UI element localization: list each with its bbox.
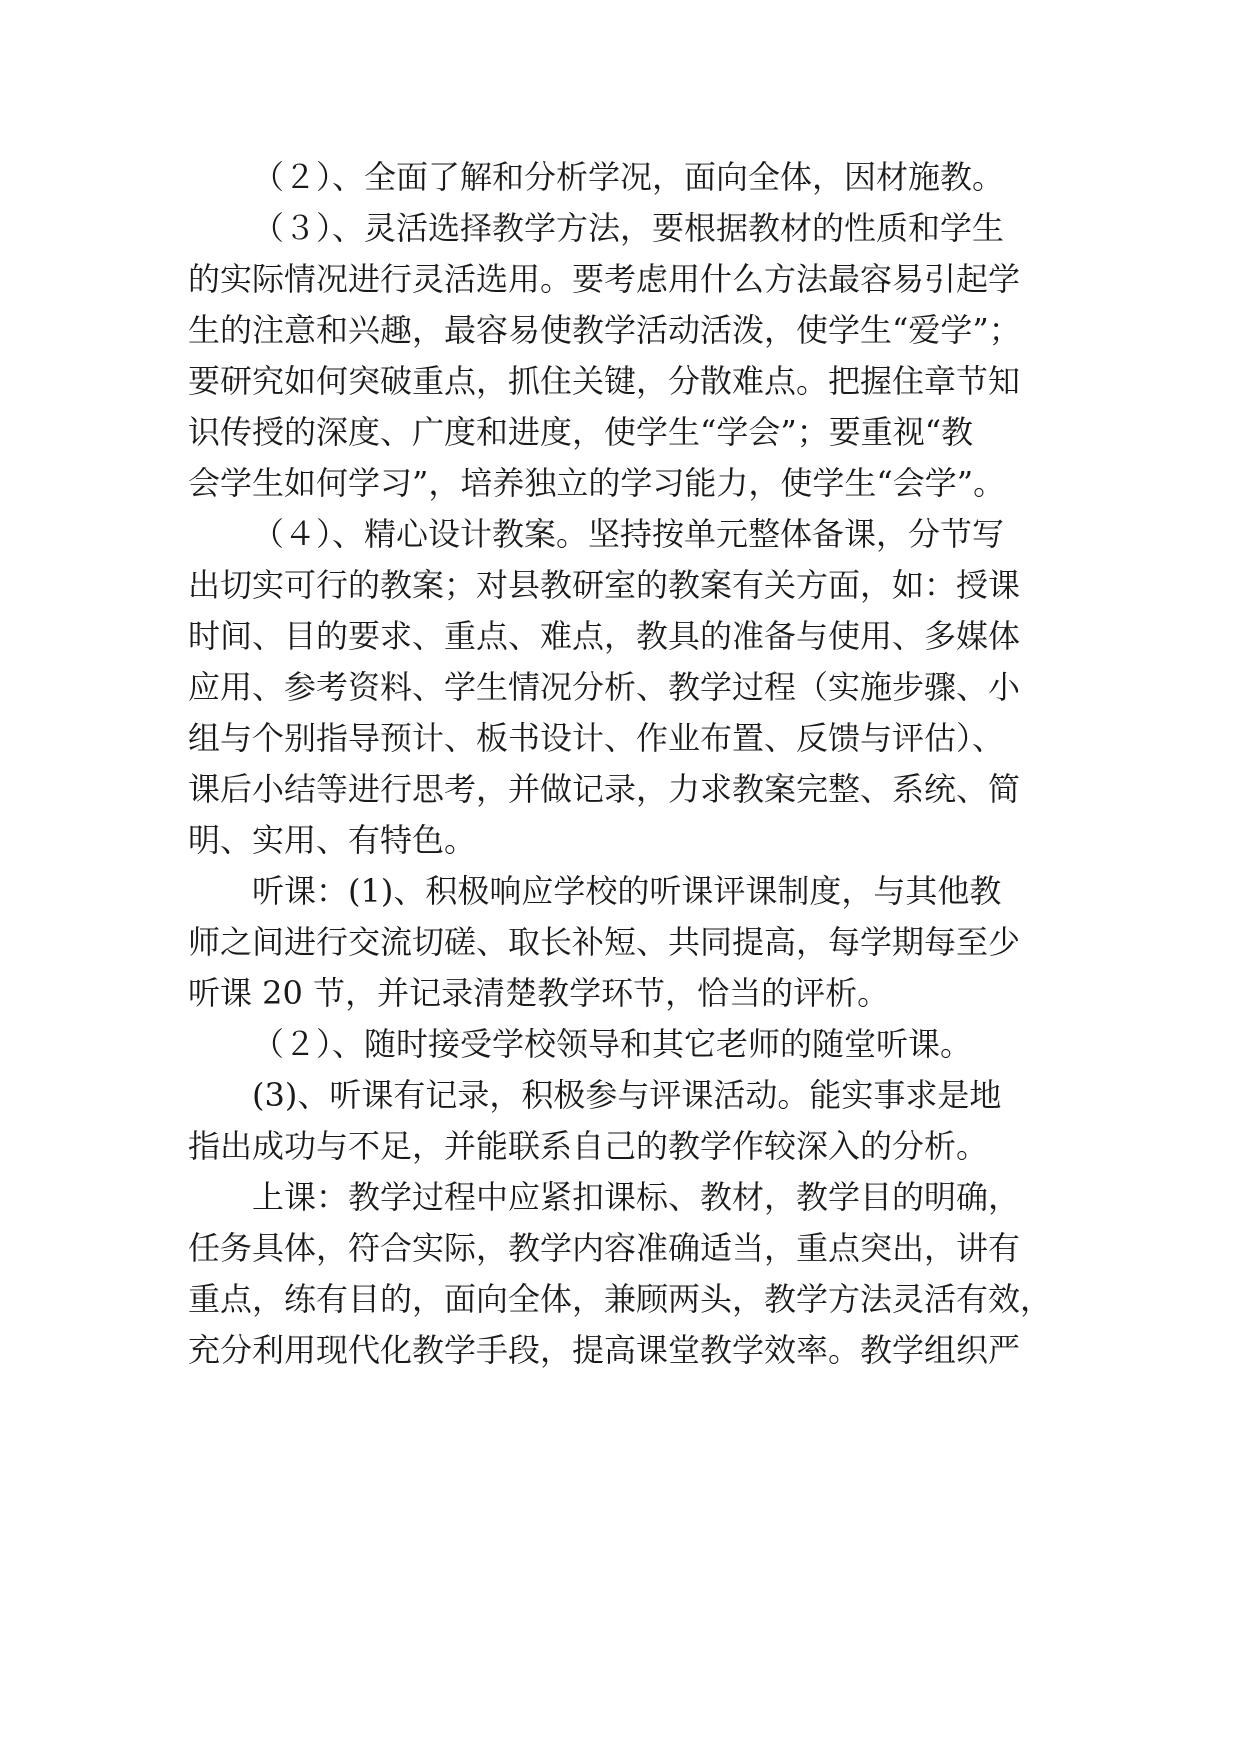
paragraph-line: 任务具体，符合实际，教学内容准确适当，重点突出，讲有 — [188, 1229, 1021, 1267]
paragraph-line: 听课 20 节，并记录清楚教学环节，恰当的评析。 — [188, 974, 890, 1012]
paragraph-line: 重点，练有目的，面向全体，兼顾两头，教学方法灵活有效， — [188, 1280, 1053, 1318]
paragraph-line: 会学生如何学习”，培养独立的学习能力，使学生“会学”。 — [188, 464, 1006, 502]
paragraph-line: 听课：(1)、积极响应学校的听课评课制度，与其他教 — [252, 872, 1002, 910]
paragraph-line: 出切实可行的教案；对县教研室的教案有关方面，如：授课 — [188, 566, 1021, 604]
paragraph-line: 充分利用现代化教学手段，提高课堂教学效率。教学组织严 — [188, 1331, 1021, 1369]
paragraph-line: 识传授的深度、广度和进度，使学生“学会”；要重视“教 — [188, 413, 974, 451]
paragraph-line: （２）、全面了解和分析学况，面向全体，因材施教。 — [252, 158, 1005, 196]
paragraph-line: 要研究如何突破重点，抓住关键，分散难点。把握住章节知 — [188, 362, 1021, 400]
paragraph-line: 组与个别指导预计、板书设计、作业布置、反馈与评估）、 — [188, 719, 1005, 757]
paragraph-line: 明、实用、有特色。 — [188, 821, 477, 859]
paragraph-line: （２）、随时接受学校领导和其它老师的随堂听课。 — [252, 1025, 973, 1063]
paragraph-line: 指出成功与不足，并能联系自己的教学作较深入的分析。 — [188, 1127, 989, 1165]
paragraph-line: 时间、目的要求、重点、难点，教具的准备与使用、多媒体 — [188, 617, 1021, 655]
paragraph-line: 课后小结等进行思考，并做记录，力求教案完整、系统、简 — [188, 770, 1021, 808]
paragraph-line: 的实际情况进行灵活选用。要考虑用什么方法最容易引起学 — [188, 260, 1021, 298]
paragraph-line: （３）、灵活选择教学方法，要根据教材的性质和学生 — [252, 209, 1005, 247]
paragraph-line: 应用、参考资料、学生情况分析、教学过程（实施步骤、小 — [188, 668, 1021, 706]
paragraph-line: 上课：教学过程中应紧扣课标、教材，教学目的明确， — [252, 1178, 1021, 1216]
paragraph-line: 师之间进行交流切磋、取长补短、共同提高，每学期每至少 — [188, 923, 1021, 961]
paragraph-line: 生的注意和兴趣，最容易使教学活动活泼，使学生“爱学”； — [188, 311, 1021, 349]
paragraph-line: (3)、听课有记录，积极参与评课活动。能实事求是地 — [252, 1076, 1002, 1114]
paragraph-line: （４）、精心设计教案。坚持按单元整体备课，分节写 — [252, 515, 1005, 553]
